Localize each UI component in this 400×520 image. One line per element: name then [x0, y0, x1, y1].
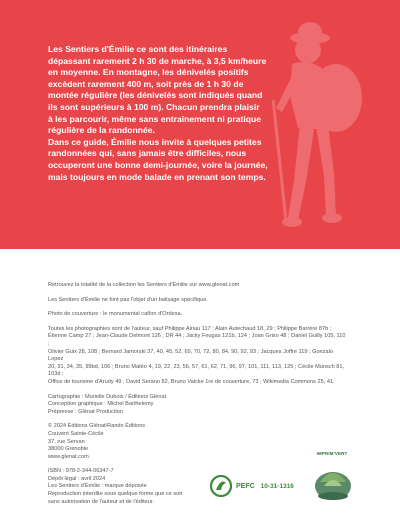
- intro-banner: [0, 0, 400, 249]
- intro-line: montée régulière (les dénivelés sont indiqués quand: [48, 90, 263, 101]
- credit-line: Prépresse : Glénat Production: [48, 408, 123, 415]
- intro-line: randonnées qui, sans jamais être difficiles, nous: [48, 148, 247, 159]
- intro-line: en moyenne. En montagne, les dénivelés positifs: [48, 67, 249, 78]
- legal-line: Dépôt légal : avril 2024: [48, 475, 106, 482]
- balisage-note: Les Sentiers d'Émilie ne font pas l'objet d'un balisage spécifique.: [48, 296, 208, 303]
- intro-text: [48, 44, 298, 183]
- colophon: [48, 282, 348, 506]
- legal-line: Reproduction interdite sous quelque forme que ce soit: [48, 491, 183, 498]
- photo-credits-line: Étienne Camp 27 ; Jean-Claude Delmont 126 ; DR 44 ; Jacky Feugas 121b, 124 ; Joan Griso 48 ; Daniel Guilly 105, 110 ;: [48, 333, 346, 347]
- photo-credits-line: 20, 31, 34, 35, 99bd, 106 ; Bruno Matéo 4, 19, 22, 23, 56, 57, 61, 62, 71, 96, 97, 101, 111, 113, 125 ; Cécile Munsch 81, 103d ;: [48, 363, 345, 378]
- publisher-line: Couvent Sainte-Cécile: [48, 430, 104, 437]
- intro-line: Les Sentiers d'Émilie ce sont des itinéraires: [48, 44, 228, 54]
- photo-credits-line: Olivier Guix 28, 108 ; Bernard Jamorski 37, 40, 45, 52, 69, 70, 72, 80, 84, 90, 92, 93 ; Jacques Joffre 119 ; Gonzalo Lopez: [48, 348, 333, 363]
- pefc-logo-icon: [210, 475, 232, 497]
- spacer: [48, 387, 348, 394]
- legal-line: sans autorisation de l'auteur et de l'éditeur.: [48, 498, 154, 505]
- intro-line: dépassant rarement 2 h 30 de marche, à 3,5 km/heure: [48, 55, 267, 66]
- photo-credits-line: Office de tourisme d'Arudy 49 ; David Serano 82, Bruno Valcke 1re de couverture, 73 ; Wikimedia Commons 25, 41.: [48, 378, 335, 385]
- pefc-name: PEFC: [236, 482, 255, 490]
- intro-line: à les parcourir, même sans entraînement ni pratique: [48, 113, 262, 124]
- credit-line: Cartographie : Murielle Dubois / Éditions Glénat: [48, 393, 167, 400]
- intro-line: régulière de la randonnée.: [48, 125, 155, 136]
- publisher-line: © 2024 Éditions Glénat/Rando Éditions: [48, 423, 146, 430]
- pefc-logo: [210, 468, 302, 504]
- cover-note: Photo de couverture : le monumental cañon d'Ordesa.: [48, 311, 183, 318]
- collection-note: Retrouvez la totalité de la collection les Sentiers d'Émilie sur www.glenat.com: [48, 282, 240, 288]
- legal-line: Les Sentiers d'Émilie : marque déposée: [48, 483, 147, 490]
- credit-line: Conception graphique : Michel Barthelemy: [48, 401, 154, 408]
- legal-line: ISBN : 978-2-344-06347-7: [48, 468, 114, 475]
- photo-credits-line: Toutes les photographies sont de l'auteur, sauf Philippe Airiau 117 ; Alain Autechaud 18, 29 ; Philippe Barrère 87b ;: [48, 325, 332, 332]
- intro-line: Dans ce guide, Émilie nous invite à quelques petites: [48, 136, 262, 147]
- imprim-vert-logo-icon: [310, 452, 356, 504]
- imprim-vert-label: IMPRIM'VERT: [316, 451, 348, 456]
- intro-line: ils sont supérieurs à 100 m). Chacun prendra plaisir: [48, 101, 260, 112]
- pefc-code: 10-31-1316: [260, 482, 294, 490]
- publisher-line: www.glenat.com: [48, 453, 89, 460]
- intro-line: mais toujours en mode balade en prenant son temps.: [48, 171, 266, 182]
- intro-line: excèdent rarement 400 m, soit près de 1 h 30 de: [48, 78, 244, 89]
- publisher-line: 38000 Grenoble: [48, 446, 89, 453]
- publisher-line: 37, rue Servan: [48, 438, 85, 445]
- spacer: [48, 461, 348, 468]
- intro-line: occuperont une bonne demi-journée, voire la journée,: [48, 159, 268, 170]
